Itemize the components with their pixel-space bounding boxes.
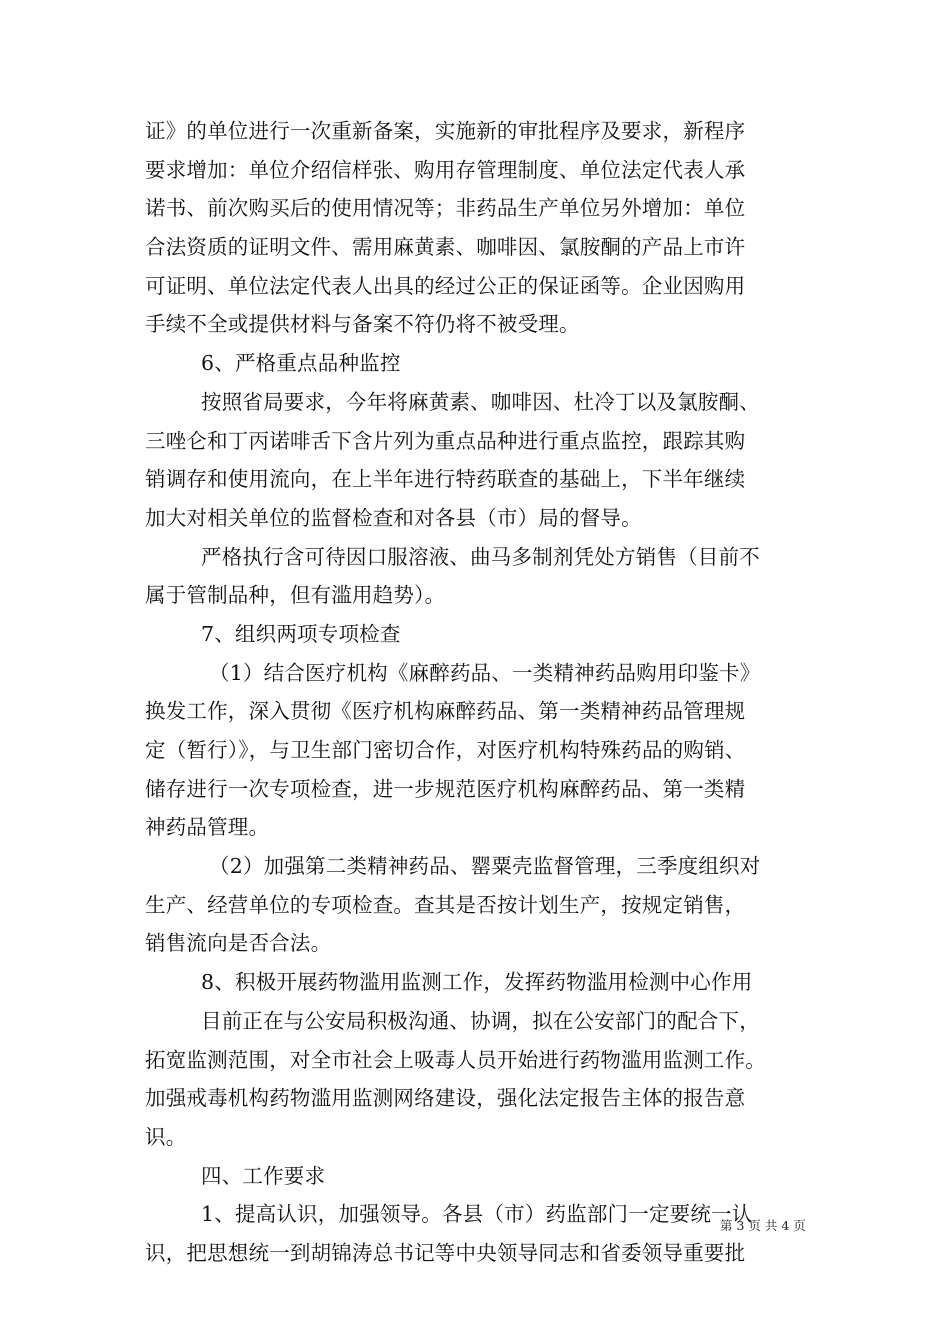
text-line: 生产、经营单位的专项检查。查其是否按计划生产，按规定销售， [145,892,746,917]
text-line: 换发工作，深入贯彻《医疗机构麻醉药品、第一类精神药品管理规 [145,699,746,724]
section-heading: 6、严格重点品种监控 [201,351,401,376]
text-line: 销售流向是否合法。 [145,931,332,956]
text-line: 拓宽监测范围，对全市社会上吸毒人员开始进行药物滥用监测工作。 [145,1047,766,1072]
paragraph-first-line: 按照省局要求，今年将麻黄素、咖啡因、杜冷丁以及氯胺酮、 [201,389,760,414]
page-number: 第 3 页 共 4 页 [720,1218,806,1233]
paragraph-first-line: （1）结合医疗机构《麻醉药品、一类精神药品购用印鉴卡》 [209,660,761,685]
text-line: 合法资质的证明文件、需用麻黄素、咖啡因、氯胺酮的产品上市许 [145,235,746,260]
text-line: 销调存和使用流向，在上半年进行特药联查的基础上，下半年继续 [145,467,746,492]
paragraph-first-line: 严格执行含可待因口服溶液、曲马多制剂凭处方销售（目前不 [201,544,760,569]
text-line: 诺书、前次购买后的使用情况等；非药品生产单位另外增加：单位 [145,196,746,221]
paragraph-first-line: 1、提高认识，加强领导。各县（市）药监部门一定要统一认 [201,1202,753,1227]
text-line: 三唑仑和丁丙诺啡舌下含片列为重点品种进行重点监控，跟踪其购 [145,428,746,453]
section-heading: 四、工作要求 [201,1163,326,1188]
text-line: 神药品管理。 [145,815,270,840]
body-text [145,112,810,1273]
text-line: 手续不全或提供材料与备案不符仍将不被受理。 [145,312,580,337]
paragraph-first-line: （2）加强第二类精神药品、罂粟壳监督管理，三季度组织对 [209,854,761,879]
text-line: 要求增加：单位介绍信样张、购用存管理制度、单位法定代表人承 [145,157,746,182]
text-line: 识。 [145,1124,187,1149]
text-line: 识，把思想统一到胡锦涛总书记等中央领导同志和省委领导重要批 [145,1240,746,1265]
paragraph-first-line: 目前正在与公安局积极沟通、协调，拟在公安部门的配合下， [201,1008,760,1033]
text-line: 可证明、单位法定代表人出具的经过公正的保证函等。企业因购用 [145,273,746,298]
section-heading: 7、组织两项专项检查 [201,621,401,646]
text-line: 定（暂行）》，与卫生部门密切合作，对医疗机构特殊药品的购销、 [145,738,746,762]
section-heading: 8、积极开展药物滥用监测工作，发挥药物滥用检测中心作用 [201,970,753,995]
text-line: 证》的单位进行一次重新备案，实施新的审批程序及要求，新程序 [145,119,746,143]
text-line: 加大对相关单位的监督检查和对各县（市）局的督导。 [145,505,642,530]
text-line: 储存进行一次专项检查，进一步规范医疗机构麻醉药品、第一类精 [145,776,746,801]
text-line: 加强戒毒机构药物滥用监测网络建设，强化法定报告主体的报告意 [145,1086,746,1111]
text-line: 属于管制品种，但有滥用趋势）。 [145,583,446,608]
